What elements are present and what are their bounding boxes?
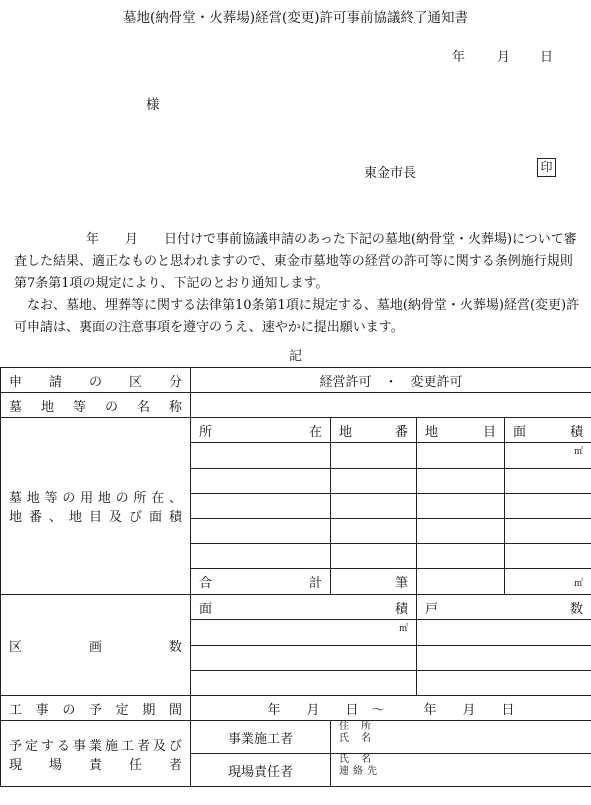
category-cell[interactable] [417,544,505,569]
category-cell[interactable] [417,494,505,519]
recipient-suffix: 様 [146,97,160,113]
contractor-label: 事業施工者 [191,721,331,754]
location-cell[interactable] [191,443,331,469]
location-cell[interactable] [191,494,331,519]
site-manager-details[interactable] [331,754,591,787]
total-fude: 筆 [331,569,417,595]
category-cell[interactable] [417,469,505,494]
total-blank[interactable] [417,569,505,595]
location-cell[interactable] [191,519,331,544]
paragraph-2: なお、墓地、埋葬等に関する法律第10条第1項に規定する、墓地(納骨堂・火葬場)経営(変更)許可申請は、裏面の注意事項を遵守のうえ、速やかに提出願います。 [14,298,580,335]
location-cell[interactable] [191,469,331,494]
location-cell[interactable] [191,544,331,569]
application-type-label: 申請の区分 [1,368,191,393]
plots-count-header: 戸数 [417,595,591,620]
category-cell[interactable] [417,519,505,544]
date-year: 年 [452,50,466,65]
application-table [0,367,591,787]
location-label-line-1: 墓地等の用地の所在、 [9,491,182,506]
name-label: 氏名 [339,733,371,744]
period-value: 年 月 日 〜 年 月 日 [191,696,591,721]
area-cell[interactable] [505,544,591,569]
lot-cell[interactable] [331,519,417,544]
seal-mark: 印 [537,158,556,177]
plots-area-unit: ㎡ [191,620,417,646]
plots-label: 区画数 [1,595,191,696]
col-lot: 地番 [331,418,417,443]
lot-cell[interactable] [331,494,417,519]
application-type-value: 経営許可 ・ 変更許可 [191,368,591,393]
lot-cell[interactable] [331,544,417,569]
facility-name-label: 墓地等の名称 [1,393,191,418]
category-cell[interactable] [417,443,505,469]
plots-count-cell[interactable] [417,671,591,696]
period-label: 工事の予定期間 [1,696,191,721]
area-cell[interactable] [505,519,591,544]
plots-count-cell[interactable] [417,620,591,646]
contractor-label-line-2: 現場責任者 [9,757,182,773]
total-label: 合計 [191,569,331,595]
lot-cell[interactable] [331,469,417,494]
date-day: 日 [540,50,554,65]
ki-heading: 記 [288,349,302,364]
plots-area-cell[interactable] [191,646,417,671]
date-month: 月 [497,50,511,65]
contact-label: 連絡先 [339,766,377,777]
contractor-label-line-1: 予定する事業施工者及び [9,738,182,754]
site-manager-label: 現場責任者 [191,754,331,787]
location-label-cell [1,418,191,595]
plots-count-cell[interactable] [417,646,591,671]
issuer: 東金市長 [364,166,417,181]
area-cell[interactable] [505,494,591,519]
total-area-unit: ㎡ [505,569,591,595]
facility-name-value[interactable] [191,393,591,418]
contractor-details[interactable] [331,721,591,754]
location-label-line-2: 地番、地目及び面積 [9,510,182,525]
col-category: 地目 [417,418,505,443]
address-label: 住所 [339,721,371,732]
col-area: 面積 [505,418,591,443]
area-unit: ㎡ [505,443,591,469]
lot-cell[interactable] [331,443,417,469]
document-title: 墓地(納骨堂・火葬場)経営(変更)許可事前協議終了通知書 [122,10,469,26]
col-location: 所在 [191,418,331,443]
manager-name-label: 氏名 [339,754,371,765]
area-cell[interactable] [505,469,591,494]
plots-area-cell[interactable] [191,671,417,696]
contractor-label-cell [1,721,191,787]
plots-area-header: 面積 [191,595,417,620]
paragraph-1: 年 月 日付けで事前協議申請のあった下記の墓地(納骨堂・火葬場)について審査した結果、適正なものと思われますので、東金市墓地等の経営の許可等に関する条例施行規則第7条第1項の規定により、下記のとおり通知します。 [14,232,577,291]
